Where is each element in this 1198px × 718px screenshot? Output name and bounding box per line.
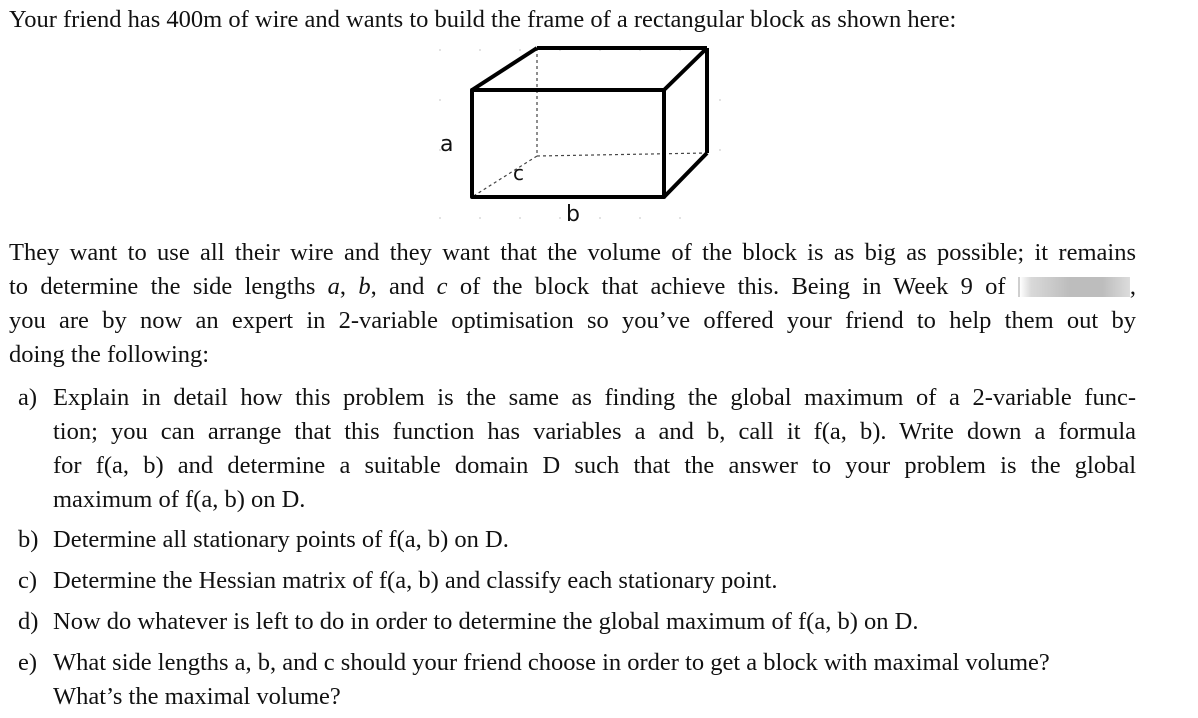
- label-c: c: [513, 161, 524, 185]
- question-c-label: c): [18, 567, 38, 594]
- question-e-line-1: What side lengths a, b, and c should your friend choose in order to get a block with maximal volume?: [53, 649, 1050, 676]
- question-d: [18, 605, 1136, 639]
- question-e-label: e): [18, 649, 38, 676]
- question-a-line-1: Explain in detail how this problem is the same as finding the global maximum of a 2-variable func-: [53, 384, 1136, 411]
- question-c-text: Determine the Hessian matrix of f(a, b) and classify each stationary point.: [53, 567, 778, 594]
- block-diagram: [420, 40, 740, 230]
- question-e: [18, 646, 1136, 714]
- question-d-text: Now do whatever is left to do in order to determine the global maximum of f(a, b) on D.: [53, 608, 919, 635]
- question-a: [18, 381, 1136, 517]
- hidden-edges: [472, 48, 707, 197]
- question-d-label: d): [18, 608, 39, 635]
- question-b: [18, 523, 1136, 557]
- label-b: b: [566, 202, 580, 227]
- paragraph-line-2: to determine the side lengths a, b, and c of the block that achieve this. Being in Week 9 of ,: [9, 273, 1137, 300]
- label-a: a: [440, 132, 454, 157]
- paragraph-line-4: doing the following:: [9, 341, 210, 368]
- paragraph-line-1: They want to use all their wire and they want that the volume of the block is as big as possible; it remains: [9, 239, 1136, 266]
- question-a-line-3: for f(a, b) and determine a suitable domain D such that the answer to your problem is the global: [53, 452, 1136, 479]
- question-b-text: Determine all stationary points of f(a, b) on D.: [53, 526, 509, 553]
- intro-text: Your friend has 400m of wire and wants to build the frame of a rectangular block as shown here:: [9, 6, 957, 33]
- visible-edges: [472, 48, 707, 197]
- question-a-label: a): [18, 384, 38, 411]
- question-a-line-2: tion; you can arrange that this function has variables a and b, call it f(a, b). Write down a formula: [53, 418, 1136, 445]
- question-b-label: b): [18, 526, 39, 553]
- question-e-line-2: What’s the maximal volume?: [53, 683, 341, 710]
- question-c: [18, 564, 1136, 598]
- question-a-line-4: maximum of f(a, b) on D.: [53, 486, 306, 513]
- redacted-course-name: [1018, 277, 1130, 297]
- paragraph-line-3: you are by now an expert in 2-variable optimisation so you’ve offered your friend to help them out by: [9, 307, 1136, 334]
